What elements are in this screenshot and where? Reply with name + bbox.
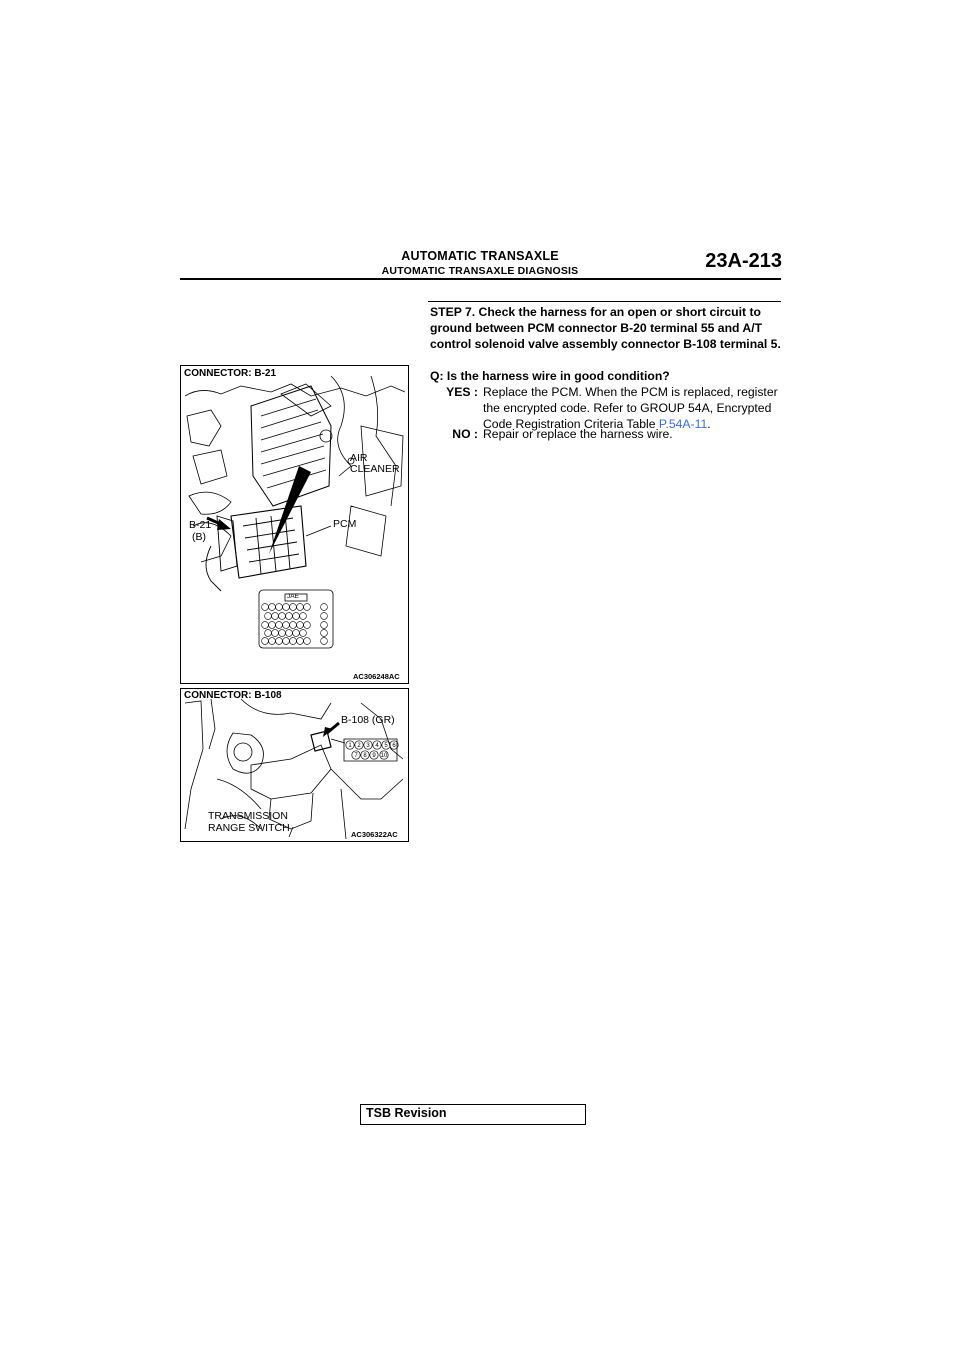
pin-label: 7 [354, 753, 358, 759]
connector-tag: JAE [287, 593, 299, 600]
figure-connector-b21 [180, 365, 409, 684]
pin-label: 10 [380, 753, 388, 759]
air-label: AIR [350, 452, 368, 464]
yes-answer-text: Replace the PCM. When the PCM is replaced, register the encrypted code. Refer to GROUP 54A, Encrypted Code Registration Criteria Table [483, 385, 778, 431]
b21-label: B-21 [189, 519, 212, 531]
pin-label: 6 [392, 743, 396, 749]
engine-bay-illustration [181, 366, 408, 683]
group-reference-link[interactable]: P.54A-11 [658, 417, 708, 431]
no-label: NO : [452, 427, 478, 441]
figure2-title: CONNECTOR: B-108 [184, 690, 282, 701]
step-heading: STEP 7. Check the harness for an open or short circuit to ground between PCM connector B-20 terminal 55 and A/T control solenoid valve assembly connector B-108 terminal 5. [430, 305, 781, 351]
step-rule [428, 301, 781, 302]
b108-label: B-108 (GR) [341, 714, 395, 726]
b-color-label: (B) [192, 531, 206, 543]
pin-label: 8 [363, 753, 367, 759]
page-number: 23A-213 [705, 250, 782, 272]
question: Q: Is the harness wire in good condition? [430, 369, 670, 383]
pcm-label: PCM [333, 518, 357, 530]
section-title: AUTOMATIC TRANSAXLE [401, 249, 559, 263]
yes-answer-end: . [707, 417, 711, 431]
yes-label: YES : [446, 385, 478, 399]
pin-label: 5 [384, 743, 388, 749]
section-subtitle: AUTOMATIC TRANSAXLE DIAGNOSIS [381, 265, 579, 277]
pin-label: 9 [372, 753, 376, 759]
tsb-revision-label: TSB Revision [366, 1106, 447, 1120]
connector-b21-pins [262, 604, 328, 645]
pin-label: 2 [357, 743, 361, 749]
transmission-label: TRANSMISSION [208, 810, 288, 822]
figure2-code: AC306322AC [351, 830, 398, 839]
no-answer: Repair or replace the harness wire. [483, 427, 673, 441]
yes-answer [483, 384, 783, 432]
cleaner-label: CLEANER [350, 463, 400, 475]
pin-label: 1 [348, 743, 352, 749]
header-rule [180, 278, 781, 280]
figure1-title: CONNECTOR: B-21 [184, 368, 277, 379]
range-switch-label: RANGE SWITCH [208, 822, 290, 834]
pin-label: 3 [366, 743, 370, 749]
figure-connector-b108 [180, 688, 409, 842]
figure1-code: AC306248AC [353, 672, 400, 681]
pin-label: 4 [375, 743, 379, 749]
